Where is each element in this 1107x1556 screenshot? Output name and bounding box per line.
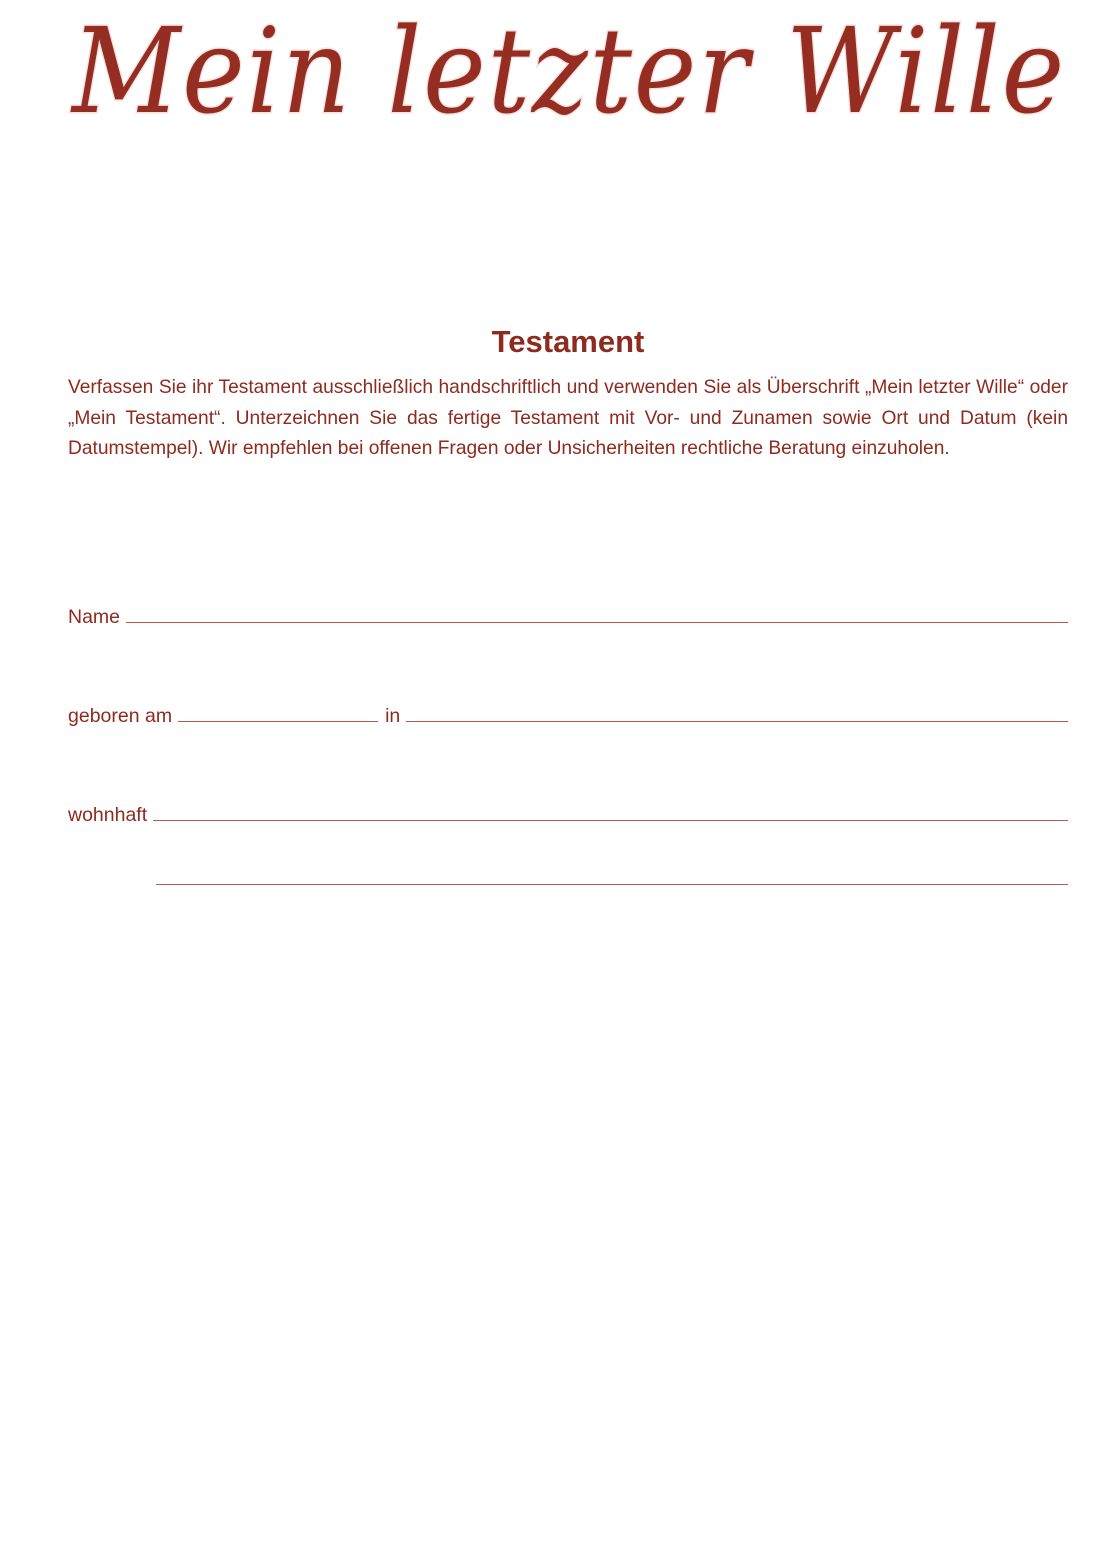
address-label: wohnhaft bbox=[68, 804, 148, 826]
birth-date-field[interactable] bbox=[178, 700, 378, 722]
name-field-row bbox=[68, 600, 1068, 630]
name-label: Name bbox=[68, 606, 121, 628]
address-continuation-row bbox=[68, 862, 1068, 892]
birth-field-row bbox=[68, 699, 1068, 729]
page-title: Testament bbox=[491, 324, 645, 359]
script-title-graphic bbox=[68, 0, 1072, 165]
script-title-text: Mein letzter Wille bbox=[70, 2, 1066, 140]
address-line-2-field[interactable] bbox=[156, 863, 1068, 885]
birth-place-field[interactable] bbox=[406, 700, 1068, 722]
address-line-1-field[interactable] bbox=[153, 799, 1068, 821]
name-field[interactable] bbox=[126, 601, 1068, 623]
address-field-row bbox=[68, 798, 1068, 828]
instructions-paragraph: Verfassen Sie ihr Testament ausschließlich handschriftlich und verwenden Sie als Überschrift „Mein letzter Wille“ oder „Mein Testament“. Unterzeichnen Sie das fertige Testament mit Vor- und Zunamen sowie Ort und Datum (kein Datumstempel). Wir empfehlen bei offenen Fragen oder Unsicherheiten rechtliche Beratung einzuholen. bbox=[68, 377, 1068, 459]
birth-date-label: geboren am bbox=[68, 705, 173, 727]
script-title bbox=[68, 0, 1072, 165]
birth-place-label: in bbox=[385, 705, 401, 727]
